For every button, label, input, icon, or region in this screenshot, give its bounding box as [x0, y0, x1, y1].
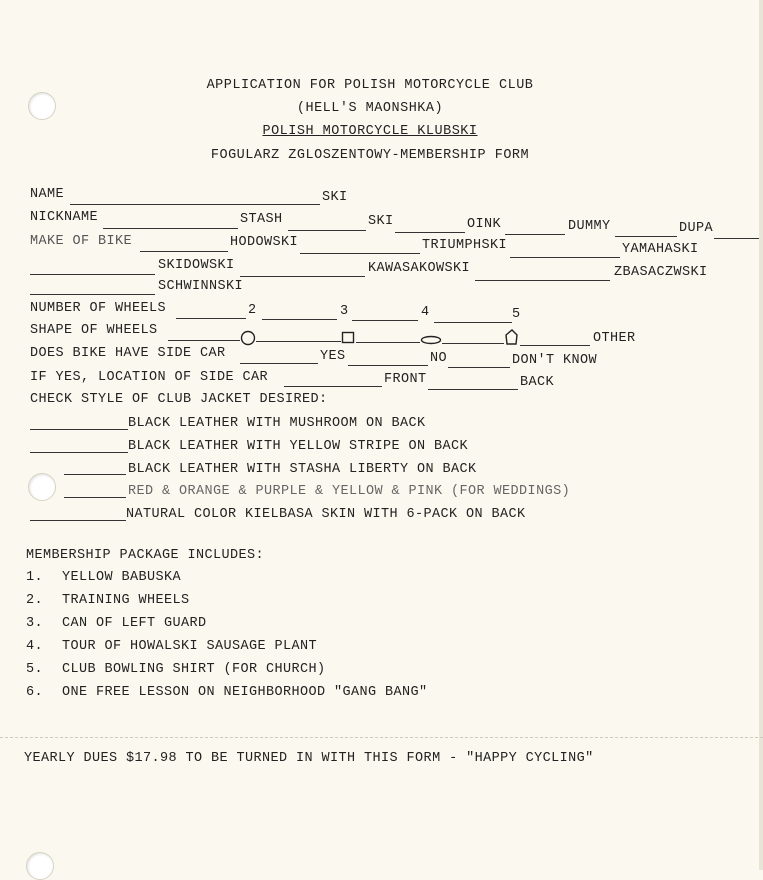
- bike-blank[interactable]: [510, 257, 620, 258]
- dues-footer: YEARLY DUES $17.98 TO BE TURNED IN WITH THIS FORM - "HAPPY CYCLING": [24, 751, 594, 766]
- sidecar-blank[interactable]: [240, 363, 318, 364]
- wheels-option: 5: [512, 307, 521, 322]
- package-item: TRAINING WHEELS: [62, 593, 190, 608]
- bike-blank[interactable]: [30, 294, 155, 295]
- bike-blank[interactable]: [240, 276, 365, 277]
- wheels-blank[interactable]: [176, 318, 246, 319]
- nickname-blank[interactable]: [714, 238, 759, 239]
- package-item-number: 3.: [26, 616, 44, 631]
- jacket-option: RED & ORANGE & PURPLE & YELLOW & PINK (FOR WEDDINGS): [128, 484, 571, 499]
- sidecar-option: DON'T KNOW: [512, 353, 598, 368]
- nickname-option: DUMMY: [568, 219, 611, 234]
- nickname-blank[interactable]: [288, 230, 366, 231]
- form-subtitle-polish: POLISH MOTORCYCLE KLUBSKI: [262, 124, 478, 139]
- punch-hole: [28, 473, 56, 501]
- wheels-option: 4: [421, 305, 430, 320]
- location-label: IF YES, LOCATION OF SIDE CAR: [30, 370, 269, 385]
- package-item-number: 5.: [26, 662, 44, 677]
- location-option: FRONT: [384, 372, 427, 387]
- sidecar-option: NO: [430, 351, 448, 366]
- jacket-checkbox[interactable]: [64, 497, 126, 498]
- bike-option: KAWASAKOWSKI: [368, 261, 471, 276]
- wheels-blank[interactable]: [434, 322, 512, 323]
- jacket-option: NATURAL COLOR KIELBASA SKIN WITH 6-PACK ON BACK: [126, 507, 526, 522]
- form-title: APPLICATION FOR POLISH MOTORCYCLE CLUB: [206, 78, 534, 93]
- wheels-blank[interactable]: [262, 319, 337, 320]
- circle-wheel-icon: [240, 330, 256, 346]
- nickname-blank[interactable]: [103, 228, 238, 229]
- oval-wheel-icon: [420, 335, 442, 345]
- package-item-number: 4.: [26, 639, 44, 654]
- package-item: CAN OF LEFT GUARD: [62, 616, 207, 631]
- bike-option: TRIUMPHSKI: [422, 238, 508, 253]
- nickname-blank[interactable]: [505, 234, 565, 235]
- wheels-label: NUMBER OF WHEELS: [30, 301, 167, 316]
- package-item: YELLOW BABUSKA: [62, 570, 182, 585]
- bike-blank[interactable]: [140, 251, 228, 252]
- bike-blank[interactable]: [30, 274, 155, 275]
- shape-other: OTHER: [593, 331, 636, 346]
- name-suffix: SKI: [322, 190, 348, 205]
- shape-blank[interactable]: [256, 341, 341, 342]
- nickname-option: DUPA: [679, 221, 714, 236]
- package-item-number: 2.: [26, 593, 44, 608]
- fold-line: [0, 737, 763, 738]
- wheels-blank[interactable]: [352, 320, 418, 321]
- jacket-checkbox[interactable]: [30, 520, 126, 521]
- jacket-checkbox[interactable]: [30, 429, 128, 430]
- nickname-option: SKI: [368, 214, 394, 229]
- bike-blank[interactable]: [300, 253, 420, 254]
- bike-option: ZBASACZWSKI: [614, 265, 708, 280]
- nickname-option: OINK: [467, 217, 502, 232]
- location-option: BACK: [520, 375, 555, 390]
- jacket-option: BLACK LEATHER WITH STASHA LIBERTY ON BACK: [128, 462, 477, 477]
- shape-blank[interactable]: [442, 343, 504, 344]
- shape-blank[interactable]: [520, 345, 590, 346]
- package-item: ONE FREE LESSON ON NEIGHBORHOOD "GANG BANG": [62, 685, 428, 700]
- jacket-checkbox[interactable]: [30, 452, 128, 453]
- jacket-option: BLACK LEATHER WITH YELLOW STRIPE ON BACK: [128, 439, 469, 454]
- wheels-option: 3: [340, 304, 349, 319]
- bike-option: SKIDOWSKI: [158, 258, 235, 273]
- shape-label: SHAPE OF WHEELS: [30, 323, 158, 338]
- bike-option: YAMAHASKI: [622, 242, 699, 257]
- nickname-option: STASH: [240, 212, 283, 227]
- package-label: MEMBERSHIP PACKAGE INCLUDES:: [26, 548, 265, 563]
- bike-label: MAKE OF BIKE: [30, 234, 133, 249]
- location-blank[interactable]: [284, 386, 382, 387]
- nickname-blank[interactable]: [615, 236, 677, 237]
- form-subtitle-membership: FOGULARZ ZGLOSZENTOWY-MEMBERSHIP FORM: [210, 148, 530, 163]
- sidecar-label: DOES BIKE HAVE SIDE CAR: [30, 346, 226, 361]
- jacket-checkbox[interactable]: [64, 474, 126, 475]
- nickname-label: NICKNAME: [30, 210, 99, 225]
- sidecar-blank[interactable]: [348, 365, 428, 366]
- location-blank[interactable]: [428, 389, 518, 390]
- form-subtitle: (HELL'S MAONSHKA): [296, 101, 444, 116]
- bike-blank[interactable]: [475, 280, 610, 281]
- bike-option: SCHWINNSKI: [158, 279, 244, 294]
- package-item-number: 1.: [26, 570, 44, 585]
- shape-blank[interactable]: [356, 342, 420, 343]
- name-label: NAME: [30, 187, 65, 202]
- pentagon-wheel-icon: [504, 328, 520, 346]
- sidecar-option: YES: [320, 349, 346, 364]
- jacket-label: CHECK STYLE OF CLUB JACKET DESIRED:: [30, 392, 328, 407]
- square-wheel-icon: [341, 331, 356, 345]
- package-item-number: 6.: [26, 685, 44, 700]
- name-field[interactable]: [70, 204, 320, 205]
- nickname-blank[interactable]: [395, 232, 465, 233]
- jacket-option: BLACK LEATHER WITH MUSHROOM ON BACK: [128, 416, 426, 431]
- sidecar-blank[interactable]: [448, 367, 510, 368]
- package-item: TOUR OF HOWALSKI SAUSAGE PLANT: [62, 639, 318, 654]
- page-edge: [759, 0, 763, 870]
- shape-blank[interactable]: [168, 340, 240, 341]
- bike-option: HODOWSKI: [230, 235, 299, 250]
- punch-hole: [26, 852, 54, 880]
- wheels-option: 2: [248, 303, 257, 318]
- package-item: CLUB BOWLING SHIRT (FOR CHURCH): [62, 662, 326, 677]
